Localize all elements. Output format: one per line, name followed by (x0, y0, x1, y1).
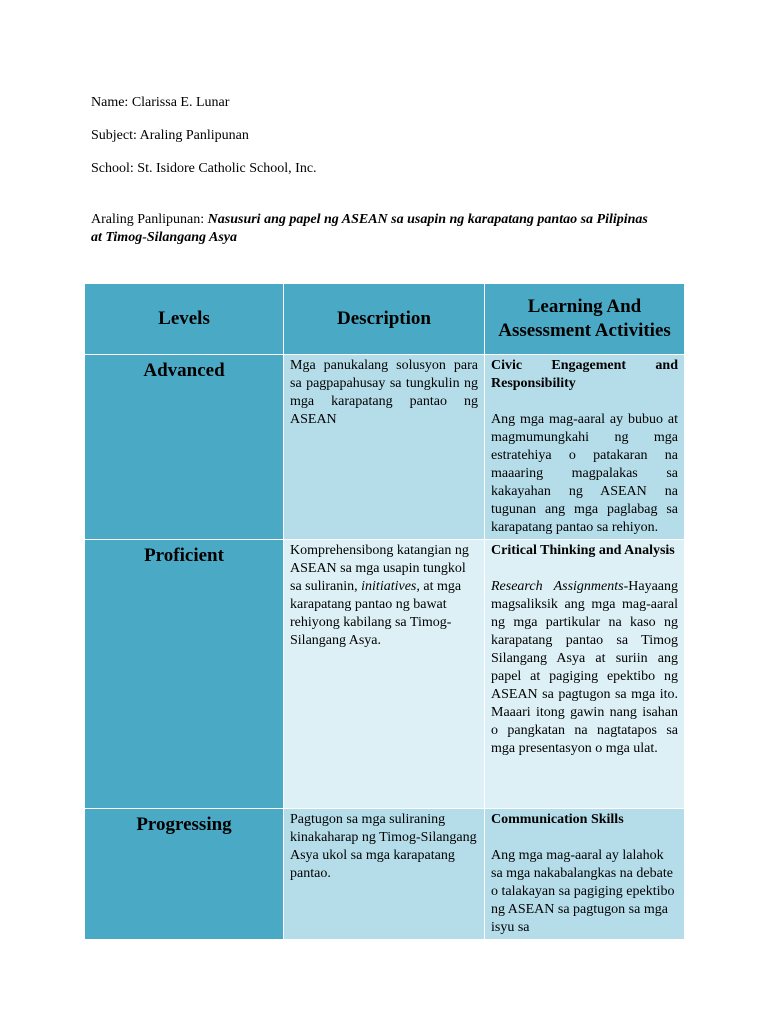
activity-body: Ang mga mag-aaral ay bubuo at magmumungkahi ng mga estratehiya o patakaran na maaaring magpalakas sa kakayahan ng ASEAN na tugunan ang mga paglabag sa karapatang pantao sa rehiyon. (491, 412, 678, 535)
description-cell (284, 540, 485, 809)
activity-cell (485, 809, 685, 940)
activity-title: Communication Skills (491, 812, 624, 827)
activity-cell (485, 540, 685, 809)
learning-objective (91, 211, 651, 247)
activity-italic: Research Assignments (491, 579, 624, 594)
table-row (85, 540, 685, 809)
student-name: Name: Clarissa E. Lunar (91, 95, 230, 110)
description-italic: initiatives (361, 579, 417, 594)
table-row (85, 355, 685, 540)
subject-line: Subject: Araling Panlipunan (91, 128, 249, 143)
description-text: Komprehensibong katangian ng ASEAN sa mga usapin tungkol sa suliranin, (290, 543, 469, 594)
level-progressing: Progressing (85, 809, 284, 940)
description-cell: Pagtugon sa mga suliraning kinakaharap ng Timog-Silangang Asya ukol sa mga karapatang pantao. (284, 809, 485, 940)
header-levels: Levels (85, 284, 284, 355)
objective-prefix: Araling Panlipunan: (91, 212, 208, 227)
activity-body: Ang mga mag-aaral ay lalahok sa mga nakabalangkas na debate o talakayan sa pagiging epektibo ng ASEAN sa pagtugon sa mga isyu sa (491, 848, 675, 935)
rubric-table (84, 283, 685, 940)
activity-cell (485, 355, 685, 540)
description-text: , at mga karapatang pantao ng bawat rehiyong kabilang sa Timog-Silangang Asya. (290, 579, 462, 648)
activity-title: Critical Thinking and Analysis (491, 543, 675, 558)
activity-body-wrap (491, 578, 678, 758)
level-advanced: Advanced (85, 355, 284, 540)
level-proficient: Proficient (85, 540, 284, 809)
objective-text: Nasusuri ang papel ng ASEAN sa usapin ng karapatang pantao sa Pilipinas at Timog-Silangang Asya (91, 212, 648, 245)
activity-body: -Hayaang magsaliksik ang mga mag-aaral ng mga partikular na kaso ng karapatang pantao sa Timog Silangang Asya at suriin ang papel at pagiging epektibo ng ASEAN sa pagtugon sa mga ito. Maaari itong gawin nang isahan o pangkatan na nagtatapos sa mga presentasyon o mga ulat. (491, 579, 678, 756)
activity-title: Civic Engagement and Responsibility (491, 358, 678, 391)
header-activities: Learning And Assessment Activities (485, 284, 685, 355)
table-row (85, 809, 685, 940)
rubric-header-row (85, 284, 685, 355)
description-cell: Mga panukalang solusyon para sa pagpapahusay sa tungkulin ng mga karapatang pantao ng ASEAN (284, 355, 485, 540)
school-line: School: St. Isidore Catholic School, Inc. (91, 161, 317, 176)
header-description: Description (284, 284, 485, 355)
